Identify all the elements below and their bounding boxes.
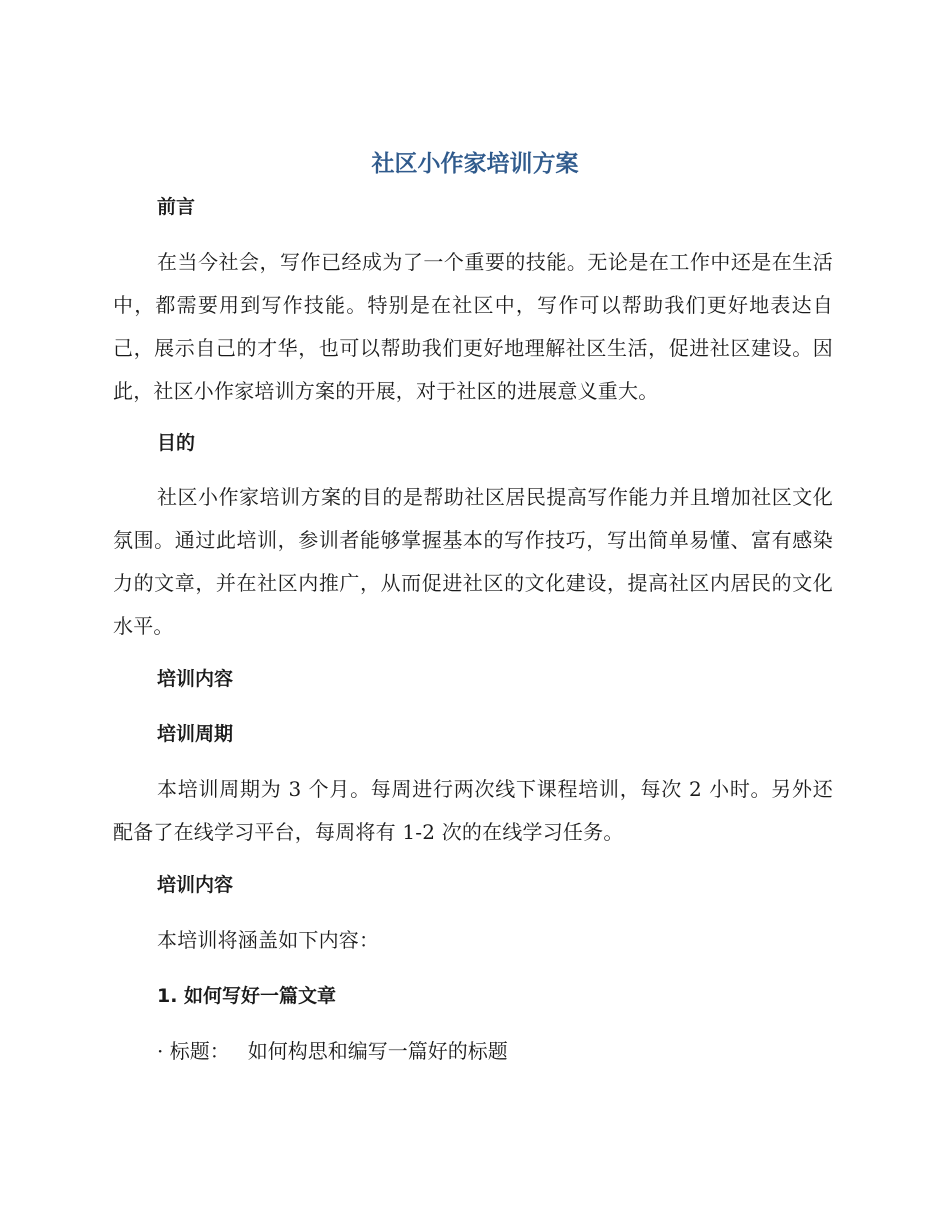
heading-purpose: 目的 — [157, 432, 196, 454]
document-title: 社区小作家培训方案 — [371, 151, 579, 177]
paragraph-purpose: 社区小作家培训方案的目的是帮助社区居民提高写作能力并且增加社区文化氛围。通过此培训，参训者能够掌握基本的写作技巧，写出简单易懂、富有感染力的文章，并在社区内推广，从而促进社区的文化建设，提高社区内居民的文化水平。 — [113, 485, 833, 638]
bullet-text: 如何构思和编写一篇好的标题 — [247, 1039, 508, 1063]
bullet-item-title — [157, 1036, 508, 1066]
bullet-label: · 标题： — [157, 1039, 230, 1063]
heading-preface: 前言 — [157, 196, 196, 218]
heading-item-1: 1. 如何写好一篇文章 — [157, 985, 337, 1007]
heading-training-content-detail: 培训内容 — [157, 874, 234, 896]
paragraph-training-content-intro: 本培训将涵盖如下内容： — [157, 928, 380, 952]
heading-training-period: 培训周期 — [157, 723, 234, 745]
paragraph-preface: 在当今社会，写作已经成为了一个重要的技能。无论是在工作中还是在生活中，都需要用到写作技能。特别是在社区中，写作可以帮助我们更好地表达自己，展示自己的才华，也可以帮助我们更好地理解社区生活，促进社区建设。因此，社区小作家培训方案的开展，对于社区的进展意义重大。 — [113, 250, 833, 403]
heading-training-content: 培训内容 — [157, 668, 234, 690]
paragraph-training-period: 本培训周期为 3 个月。每周进行两次线下课程培训，每次 2 小时。另外还配备了在线学习平台，每周将有 1-2 次的在线学习任务。 — [113, 777, 833, 844]
